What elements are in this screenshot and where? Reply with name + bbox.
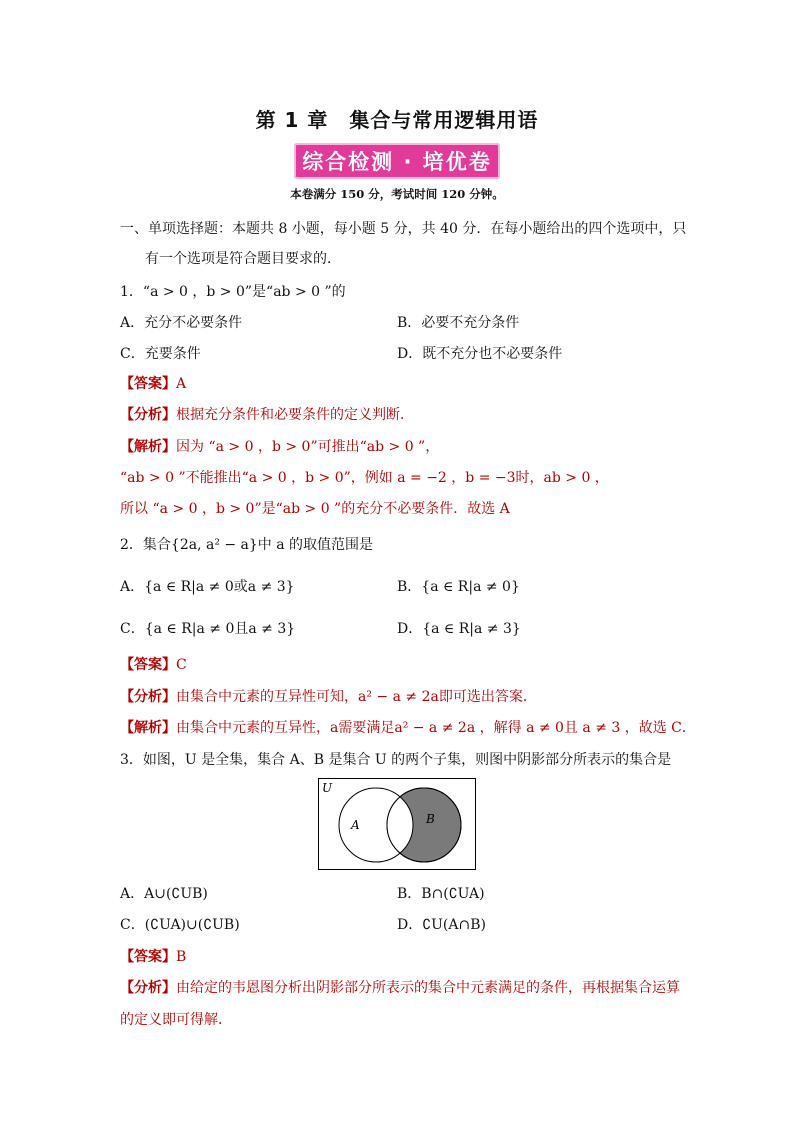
answer-value: B xyxy=(176,949,187,965)
analysis-tag: 【分析】 xyxy=(120,689,176,705)
section-heading-line2: 有一个选项是符合题目要求的． xyxy=(145,251,341,267)
exam-note: 本卷满分 150 分，考试时间 120 分钟。 xyxy=(290,187,504,201)
set-b-label: B xyxy=(426,812,435,826)
q2-option-b: B．{a ∈ R|a ≠ 0} xyxy=(397,579,520,595)
q1-option-d: D．既不充分也不必要条件 xyxy=(397,346,563,362)
q3-option-d: D．∁U(A∩B) xyxy=(397,917,486,933)
solution-text: 由集合中元素的互异性，a需要满足a² − a ≠ 2a ，解得 a ≠ 0且 a ≠ 3 ，故选 C． xyxy=(176,720,696,736)
solution-tag: 【解析】 xyxy=(120,720,176,736)
solution-tag: 【解析】 xyxy=(120,439,176,455)
q3-stem: 3．如图，U 是全集，集合 A、B 是集合 U 的两个子集，则图中阴影部分所表示的集合是 xyxy=(120,752,672,768)
q3-option-a: A．A∪(∁UB) xyxy=(120,886,208,902)
q3-option-c: C．(∁UA)∪(∁UB) xyxy=(120,917,240,933)
q1-option-b: B．必要不充分条件 xyxy=(397,315,520,331)
exam-banner xyxy=(0,143,794,179)
q1-solution-line3: 所以 “a > 0 ，b > 0”是“ab > 0 ”的充分不必要条件．故选 A xyxy=(120,501,510,517)
q1-option-a: A．充分不必要条件 xyxy=(120,315,243,331)
q1-stem: 1．“a > 0 ，b > 0”是“ab > 0 ”的 xyxy=(120,284,346,300)
answer-value: A xyxy=(176,376,187,392)
q3-answer xyxy=(120,946,186,966)
answer-tag: 【答案】 xyxy=(120,949,176,965)
analysis-tag: 【分析】 xyxy=(120,980,176,996)
q3-option-b: B．B∩(∁UA) xyxy=(397,886,485,902)
venn-diagram xyxy=(318,778,476,870)
q3-analysis-line1 xyxy=(120,977,680,997)
q1-option-c: C．充要条件 xyxy=(120,346,201,362)
q2-analysis xyxy=(120,686,537,706)
analysis-text: 由给定的韦恩图分析出阴影部分所表示的集合中元素满足的条件，再根据集合运算 xyxy=(176,980,680,996)
analysis-text: 根据充分条件和必要条件的定义判断． xyxy=(176,407,414,423)
q1-solution-line2: “ab > 0 ”不能推出“a > 0 ，b > 0”，例如 a = −2 ，b = −3时，ab > 0 ， xyxy=(120,470,609,486)
analysis-text: 由集合中元素的互异性可知，a² − a ≠ 2a即可选出答案． xyxy=(176,689,537,705)
q2-option-a: A．{a ∈ R|a ≠ 0或a ≠ 3} xyxy=(120,579,295,595)
answer-tag: 【答案】 xyxy=(120,376,176,392)
answer-tag: 【答案】 xyxy=(120,657,176,673)
set-a-label: A xyxy=(351,818,360,832)
universe-label: U xyxy=(322,781,333,795)
q2-option-d: D．{a ∈ R|a ≠ 3} xyxy=(397,621,521,637)
q2-solution xyxy=(120,717,696,737)
answer-value: C xyxy=(176,657,187,673)
solution-text: 因为 “a > 0 ，b > 0”可推出“ab > 0 ”， xyxy=(176,439,440,455)
analysis-tag: 【分析】 xyxy=(120,407,176,423)
q3-analysis-line2: 的定义即可得解． xyxy=(120,1012,232,1028)
banner-text: 综合检测 · 培优卷 xyxy=(294,143,500,179)
section-heading-line1: 一、单项选择题：本题共 8 小题，每小题 5 分，共 40 分．在每小题给出的四个选项中，只 xyxy=(120,221,687,237)
q2-option-c: C．{a ∈ R|a ≠ 0且a ≠ 3} xyxy=(120,621,296,637)
q1-analysis xyxy=(120,404,414,424)
q1-solution-line1 xyxy=(120,436,439,456)
q2-stem: 2．集合{2a, a² − a}中 a 的取值范围是 xyxy=(120,537,374,553)
chapter-title: 第 1 章 集合与常用逻辑用语 xyxy=(255,108,539,132)
q2-answer xyxy=(120,654,187,674)
q1-answer xyxy=(120,373,186,393)
